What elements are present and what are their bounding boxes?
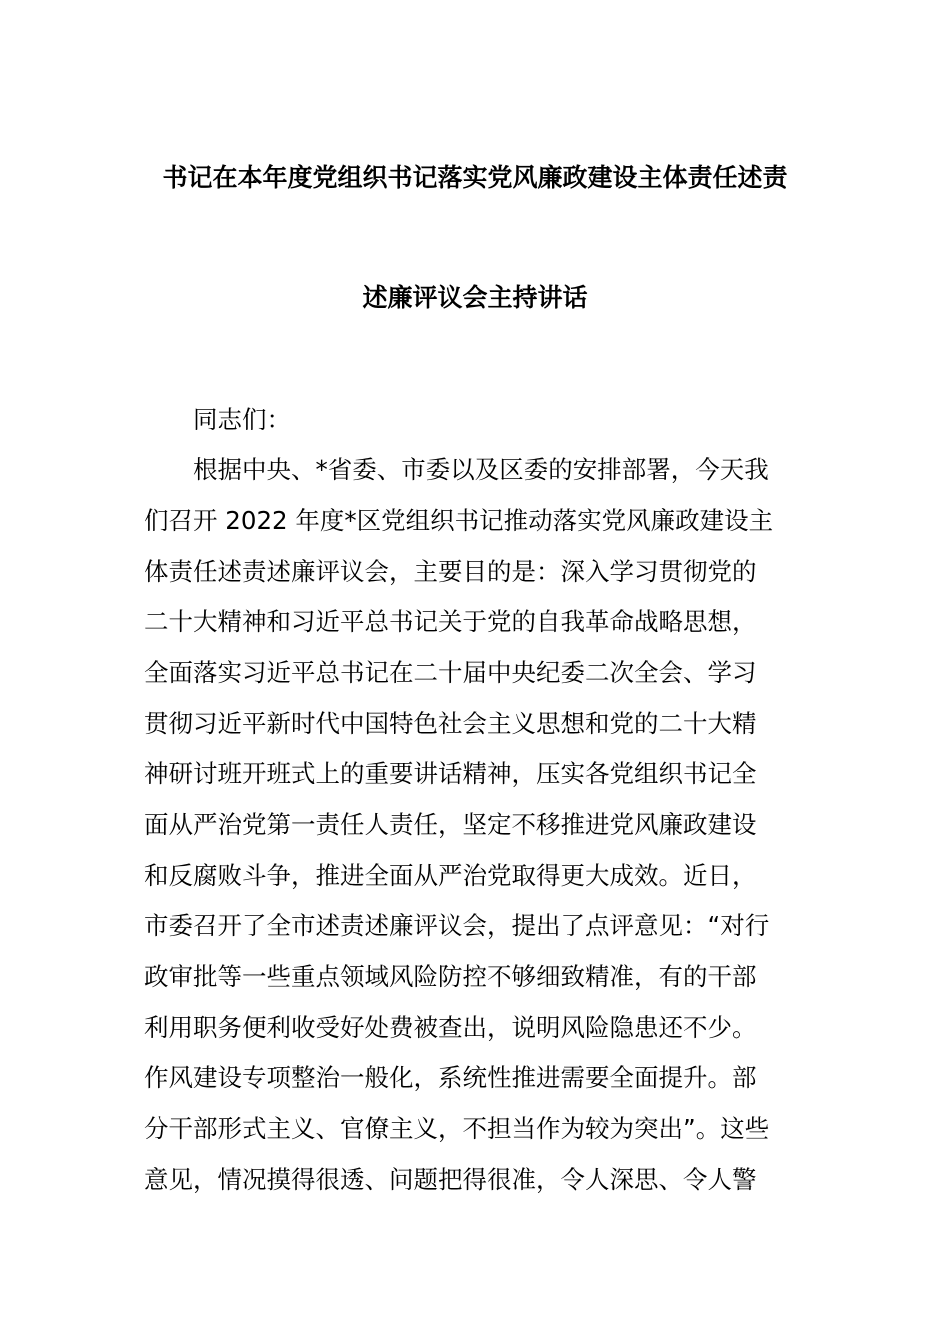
paragraph-line: 面从严治党第一责任人责任，坚定不移推进党风廉政建设 (144, 810, 757, 839)
paragraph-line: 全面落实习近平总书记在二十届中央纪委二次全会、学习 (144, 658, 757, 687)
paragraph-line: 意见，情况摸得很透、问题把得很准，令人深思、令人警 (144, 1165, 757, 1194)
document-body (144, 402, 808, 1202)
paragraph-line: 市委召开了全市述责述廉评议会，提出了点评意见：“对行 (144, 911, 770, 940)
paragraph-line: 和反腐败斗争，推进全面从严治党取得更大成效。近日， (144, 861, 757, 890)
paragraph-line: 作风建设专项整治一般化，系统性推进需要全面提升。部 (144, 1063, 757, 1092)
paragraph-line: 二十大精神和习近平总书记关于党的自我革命战略思想， (144, 607, 757, 636)
paragraph-line: 政审批等一些重点领域风险防控不够细致精准，有的干部 (144, 962, 757, 991)
paragraph-line: 根据中央、*省委、市委以及区委的安排部署，今天我 (193, 455, 769, 484)
paragraph-line: 贯彻习近平新时代中国特色社会主义思想和党的二十大精 (144, 709, 757, 738)
document-title-line-2: 述廉评议会主持讲话 (362, 283, 588, 312)
document-title-line-1: 书记在本年度党组织书记落实党风廉政建设主体责任述责 (162, 163, 788, 192)
paragraph-line: 分干部形式主义、官僚主义，不担当作为较为突出”。这些 (144, 1114, 770, 1143)
salutation: 同志们： (193, 405, 291, 434)
paragraph-line: 神研讨班开班式上的重要讲话精神，压实各党组织书记全 (144, 759, 757, 788)
paragraph-line: 利用职务便利收受好处费被查出，说明风险隐患还不少。 (144, 1013, 757, 1042)
paragraph-line: 体责任述责述廉评议会，主要目的是：深入学习贯彻党的 (144, 557, 757, 586)
paragraph-line: 们召开 2022 年度*区党组织书记推动落实党风廉政建设主 (144, 506, 774, 535)
